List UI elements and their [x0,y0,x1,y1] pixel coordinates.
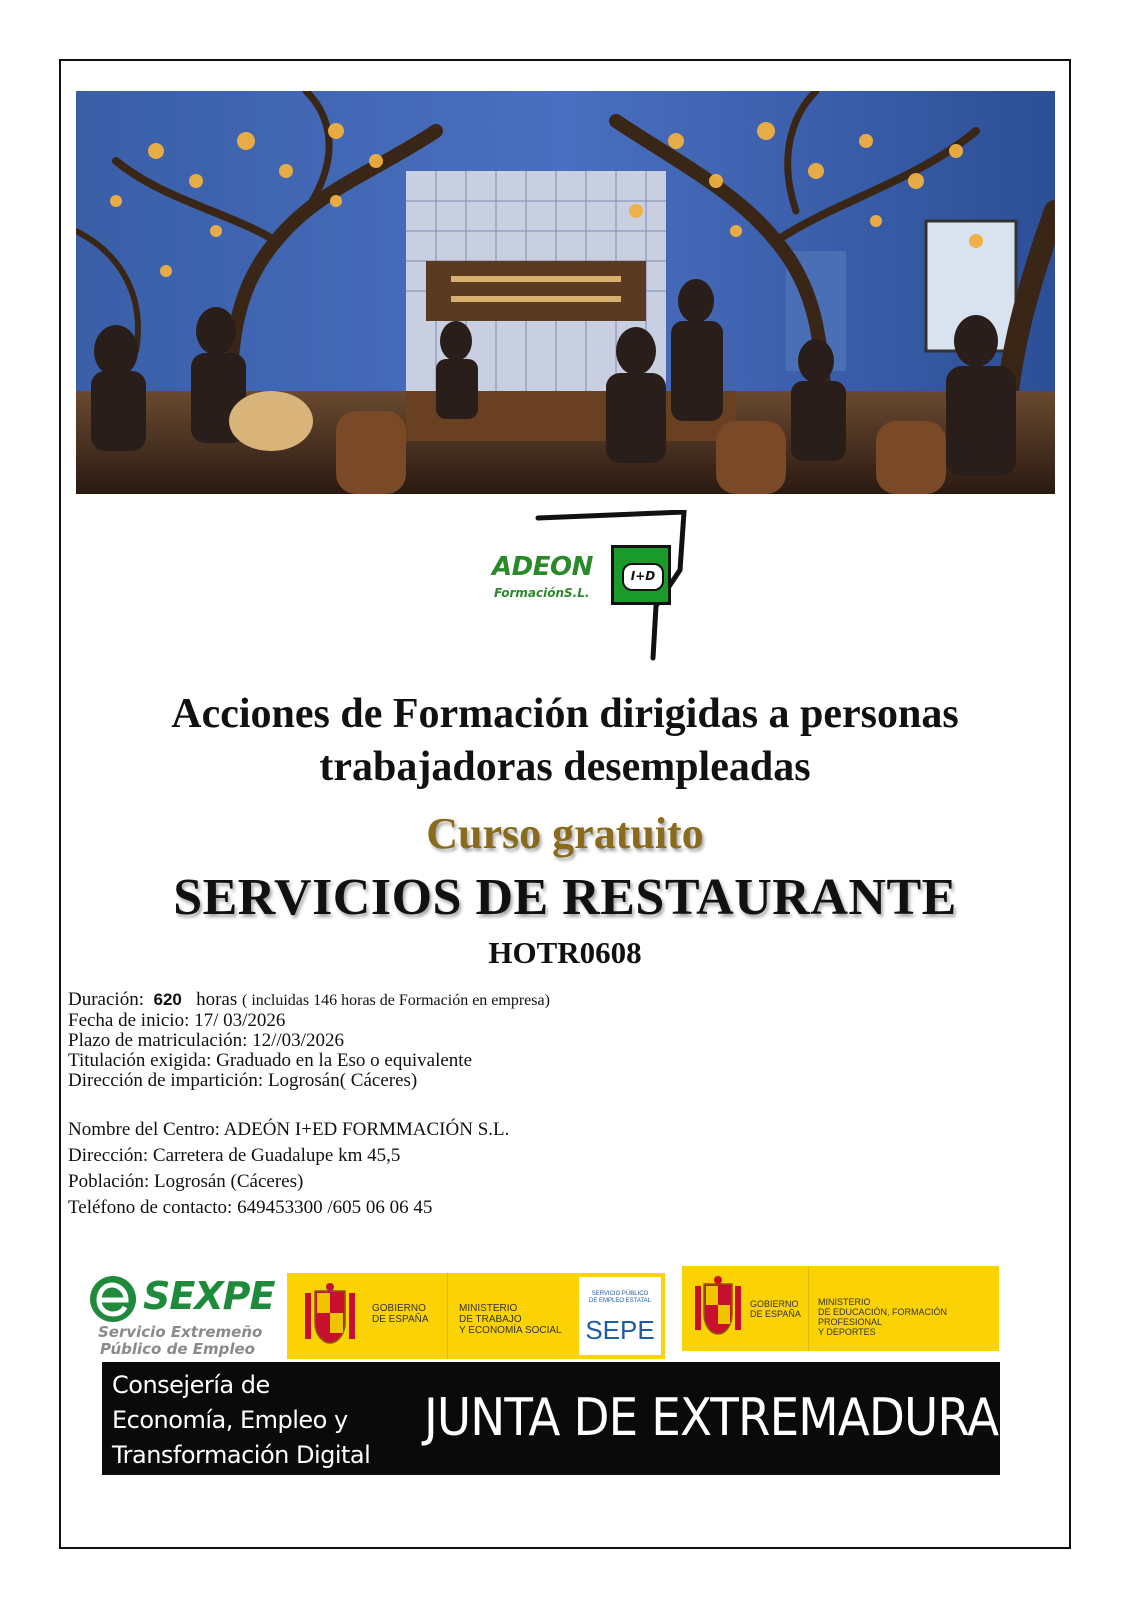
main-heading [80,688,1050,794]
sexpe-name: SEXPE [143,1274,275,1318]
gob1-ministerio [459,1303,562,1336]
adeon-logo [488,510,708,680]
course-title: SERVICIOS DE RESTAURANTE [173,869,957,926]
gob2-ministerio [818,1297,999,1337]
sexpe-e-icon [88,1274,140,1324]
gob2-ministry-line-1: MINISTERIO [818,1297,871,1307]
logo-subtitle: FormaciónS.L. [494,586,590,600]
sepe-small-line-1: SERVICIO PÚBLICO [591,1291,649,1297]
duration-value: 620 [153,990,182,1009]
heading-line-2: trabajadoras desempleadas [319,744,811,790]
gob1-line-1: GOBIERNO [372,1303,426,1314]
center-town: Población: Logrosán (Cáceres) [68,1171,304,1192]
enrollment-period: Plazo de matriculación: 12//03/2026 [68,1030,344,1051]
gob2-gobierno [750,1299,801,1319]
gob1-separator [447,1273,448,1359]
gob2-line-1: GOBIERNO [750,1299,799,1309]
duration-unit: horas [196,989,238,1010]
free-course-label: Curso gratuito [426,809,704,858]
start-date: Fecha de inicio: 17/ 03/2026 [68,1010,286,1031]
center-info [68,1117,509,1221]
sepe-small-text [579,1291,661,1305]
duration-note: ( incluidas 146 horas de Formación en empresa) [242,992,550,1009]
logo-box-text: I+D [622,563,664,591]
gob2-line-2: DE ESPAÑA [750,1309,801,1319]
sepe-logo [579,1277,661,1355]
restaurant-photo [76,91,1055,494]
gob2-ministry-line-2: DE EDUCACIÓN, FORMACIÓN PROFESIONAL [818,1307,948,1327]
spain-coat-of-arms-icon [301,1283,359,1349]
course-code: HOTR0608 [488,935,642,970]
junta-title: JUNTA DE EXTREMADURA [424,1388,999,1448]
gob1-line-2: DE ESPAÑA [372,1314,429,1325]
heading-line-1: Acciones de Formación dirigidas a personas [171,691,959,737]
duration-label: Duración: [68,989,144,1010]
center-address: Dirección: Carretera de Guadalupe km 45,5 [68,1145,401,1166]
gob2-ministry-line-3: Y DEPORTES [818,1327,876,1337]
sexpe-sub-line-1: Servicio Extremeño [98,1323,263,1341]
ministry-education-logo [682,1266,999,1351]
required-qualification: Titulación exigida: Graduado en la Eso o equivalente [68,1050,473,1071]
center-phone: Teléfono de contacto: 649453300 /605 06 06 45 [68,1197,433,1218]
logo-box [611,545,671,605]
sexpe-subtitle [98,1324,262,1358]
gob1-ministry-line-3: Y ECONOMÍA SOCIAL [459,1325,562,1336]
logo-name: ADEON [492,552,593,582]
gob1-ministry-line-2: DE TRABAJO [459,1314,522,1325]
duration-row [68,990,550,1011]
course-details [68,990,550,1091]
sexpe-logo [88,1272,278,1364]
gob1-gobierno [372,1303,429,1325]
gob1-ministry-line-1: MINISTERIO [459,1303,518,1314]
consejeria-line-1: Consejería de [112,1371,270,1399]
teaching-location: Dirección de impartición: Logrosán( Cáceres) [68,1070,418,1091]
consejeria-line-3: Transformación Digital [112,1441,371,1469]
sexpe-sub-line-2: Público de Empleo [100,1340,255,1358]
spain-coat-of-arms-icon [692,1276,744,1340]
sepe-small-line-2: DE EMPLEO ESTATAL [588,1298,651,1304]
center-name: Nombre del Centro: ADEÓN I+ED FORMMACIÓN S.L. [68,1119,510,1140]
consejeria-text [112,1368,370,1473]
junta-extremadura-banner [102,1362,1000,1475]
ministry-labour-logo [287,1273,665,1359]
sepe-name: SEPE [585,1315,655,1345]
gob2-separator [808,1266,809,1351]
consejeria-line-2: Economía, Empleo y [112,1406,348,1434]
